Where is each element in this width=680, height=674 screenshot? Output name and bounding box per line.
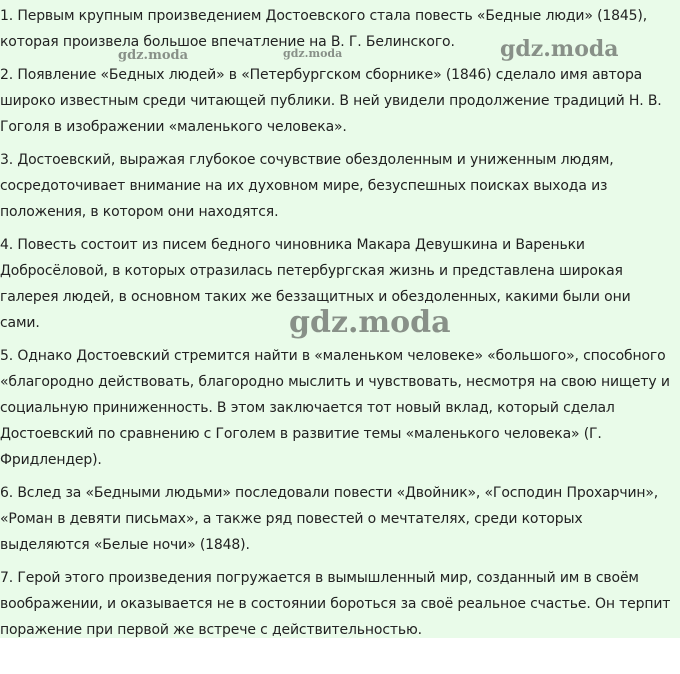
paragraph-6: 6. Вслед за «Бедными людьми» последовали повести «Двойник», «Господин Прохарчин», «Роман в девяти письмах», а также ряд повестей о мечтателях, среди которых выделяются «Белые ночи» (1848). (0, 485, 659, 553)
paragraph-5: 5. Однако Достоевский стремится найти в «маленьком человеке» «большого», способного «благородно действовать, благородно мыслить и чувствовать, несмотря на свою нищету и социальную приниженность. В этом заключается тот новый вклад, который сделал Достоевский по сравнению с Гоголем в развитие темы «маленького человека» (Г. Фридлендер). (0, 348, 670, 468)
paragraph-3: 3. Достоевский, выражая глубокое сочувствие обездоленным и униженным людям, сосредоточивает внимание на их духовном мире, безуспешных поисках выхода из положения, в котором они находятся. (0, 152, 614, 220)
watermark-large: gdz.moda (500, 36, 619, 62)
paragraph-2: 2. Появление «Бедных людей» в «Петербургском сборнике» (1846) сделало имя автора широко известным среди читающей публики. В ней увидели продолжение традиций Н. В. Гоголя в изображении «маленького человека». (0, 67, 662, 135)
paragraph-7: 7. Герой этого произведения погружается в вымышленный мир, созданный им в своём воображении, и оказывается не в состоянии бороться за своё реальное счастье. Он терпит поражение при первой же встрече с действительностью. (0, 570, 671, 638)
watermark-small: gdz.moda (283, 47, 343, 60)
watermark-large: gdz.moda (289, 305, 451, 340)
paragraph-4: 4. Повесть состоит из писем бедного чиновника Макара Девушкина и Вареньки Добросёловой, в которых отразилась петербургская жизнь и представлена широкая галерея людей, в основном таких же беззащитных и обездоленных, какими были они сами. (0, 237, 631, 331)
watermark-small: gdz.moda (118, 48, 189, 63)
paragraph-1: 1. Первым крупным произведением Достоевского стала повесть «Бедные люди» (1845), которая произвела большое впечатление на В. Г. Белинского. (0, 8, 648, 50)
